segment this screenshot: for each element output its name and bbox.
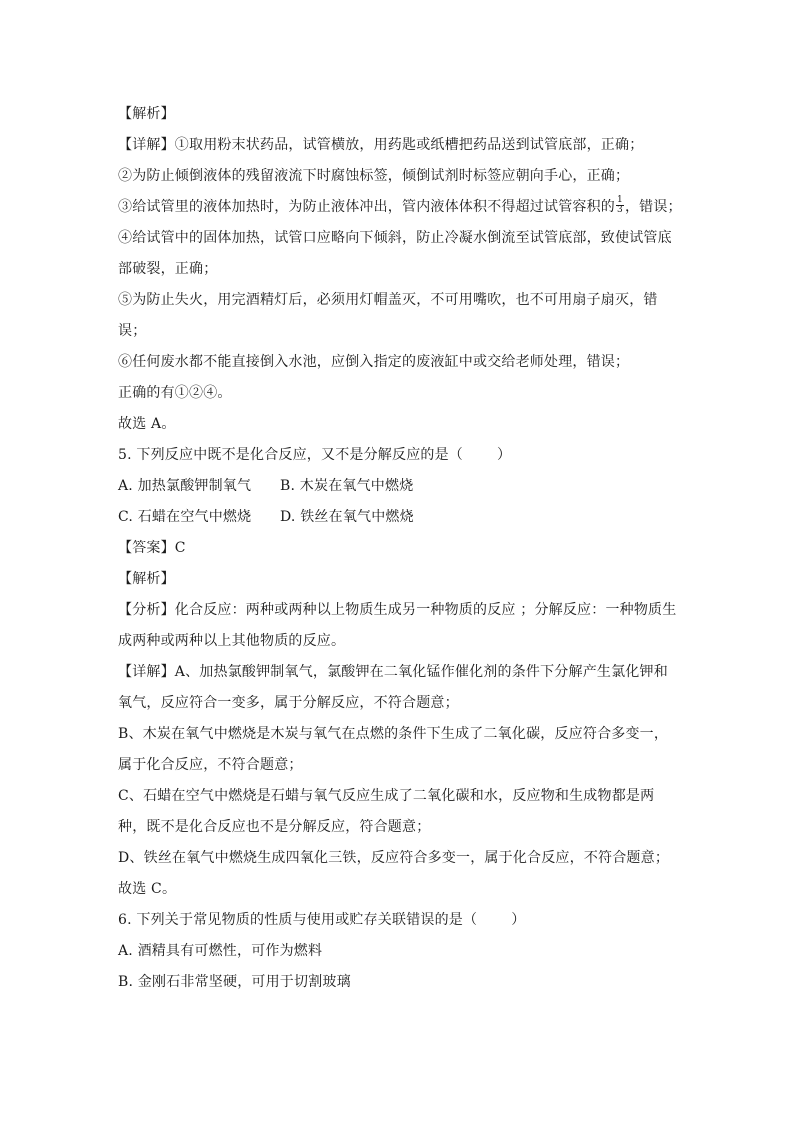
q5-choice-summary: 故选 C。	[118, 881, 177, 897]
q5-options-row	[118, 502, 678, 533]
q5-answer: 【答案】C	[118, 540, 186, 556]
q5-detail-line: C、石蜡在空气中燃烧是石蜡与氧气反应生成了二氧化碳和水，反应物和生成物都是两	[118, 788, 655, 804]
q5-option-a: A. 加热氯酸钾制氧气	[118, 478, 252, 494]
q4-detail-line: ⑥任何废水都不能直接倒入水池，应倒入指定的废液缸中或交给老师处理，错误；	[118, 354, 630, 370]
q4-detail-line: ②为防止倾倒液体的残留液流下时腐蚀标签，倾倒试剂时标签应朝向手心，正确；	[118, 168, 630, 184]
q5-detail-line: B、木炭在氧气中燃烧是木炭与氧气在点燃的条件下生成了二氧化碳，反应符合多变一，	[118, 726, 669, 742]
q4-choice-summary: 故选 A。	[118, 416, 176, 432]
q5-option-c: C. 石蜡在空气中燃烧	[118, 509, 252, 525]
q5-option-d: D. 铁丝在氧气中燃烧	[280, 509, 414, 525]
q4-correct-summary: 正确的有①②④。	[118, 385, 232, 401]
fraction-denominator: 3	[617, 204, 623, 215]
q5-question-stem	[118, 440, 678, 471]
q5-detail-line: 种，既不是化合反应也不是分解反应，符合题意；	[118, 819, 431, 835]
q4-detail-line-fraction	[118, 192, 682, 223]
q4-detail-line: 部破裂，正确；	[118, 261, 218, 277]
q4-detail-text: ，错误；	[624, 199, 682, 215]
q5-detail-line: 氧气，反应符合一变多，属于分解反应，不符合题意；	[118, 695, 459, 711]
q4-detail-line: 【详解】①取用粉末状药品，试管横放，用药匙或纸槽把药品送到试管底部，正确；	[118, 137, 644, 153]
q4-detail-text: ③给试管里的液体加热时，为防止液体冲出，管内液体体积不得超过试管容积的	[118, 199, 615, 215]
fraction-numerator: 1	[617, 194, 623, 205]
q6-stem-text: 6. 下列关于常见物质的性质与使用或贮存关联错误的是（	[118, 912, 478, 928]
q5-detail-line: 属于化合反应，不符合题意；	[118, 757, 303, 773]
q6-option-b: B. 金刚石非常坚硬，可用于切割玻璃	[118, 974, 351, 990]
q5-stem-close: ）	[497, 447, 512, 463]
q4-detail-line: ④给试管中的固体加热，试管口应略向下倾斜，防止冷凝水倒流至试管底部，致使试管底	[118, 230, 672, 246]
q4-detail-line: ⑤为防止失火，用完酒精灯后，必须用灯帽盖灭，不可用嘴吹，也不可用扇子扇灭，错	[118, 292, 658, 308]
q5-stem-text: 5. 下列反应中既不是化合反应，又不是分解反应的是（	[118, 447, 464, 463]
document-page	[118, 99, 682, 998]
q5-detail-line: 【详解】A、加热氯酸钾制氧气，氯酸钾在二氧化锰作催化剂的条件下分解产生氯化钾和	[118, 664, 668, 680]
q5-analysis-line: 【分析】化合反应：两种或两种以上物质生成另一种物质的反应 ；分解反应：一种物质生	[118, 602, 677, 618]
q5-analysis-heading: 【解析】	[118, 571, 175, 587]
q4-detail-line: 误；	[118, 323, 147, 339]
q6-question-stem	[118, 905, 678, 936]
q5-option-b: B. 木炭在氧气中燃烧	[280, 478, 414, 494]
q6-option-a: A. 酒精具有可燃性，可作为燃料	[118, 943, 323, 959]
q5-analysis-line: 成两种或两种以上其他物质的反应。	[118, 633, 346, 649]
q5-options-row	[118, 471, 678, 502]
one-third-fraction	[616, 196, 624, 215]
q4-analysis-heading: 【解析】	[118, 106, 175, 122]
q5-detail-line: D、铁丝在氧气中燃烧生成四氧化三铁，反应符合多变一，属于化合反应，不符合题意；	[118, 850, 670, 866]
q6-stem-close: ）	[511, 912, 526, 928]
